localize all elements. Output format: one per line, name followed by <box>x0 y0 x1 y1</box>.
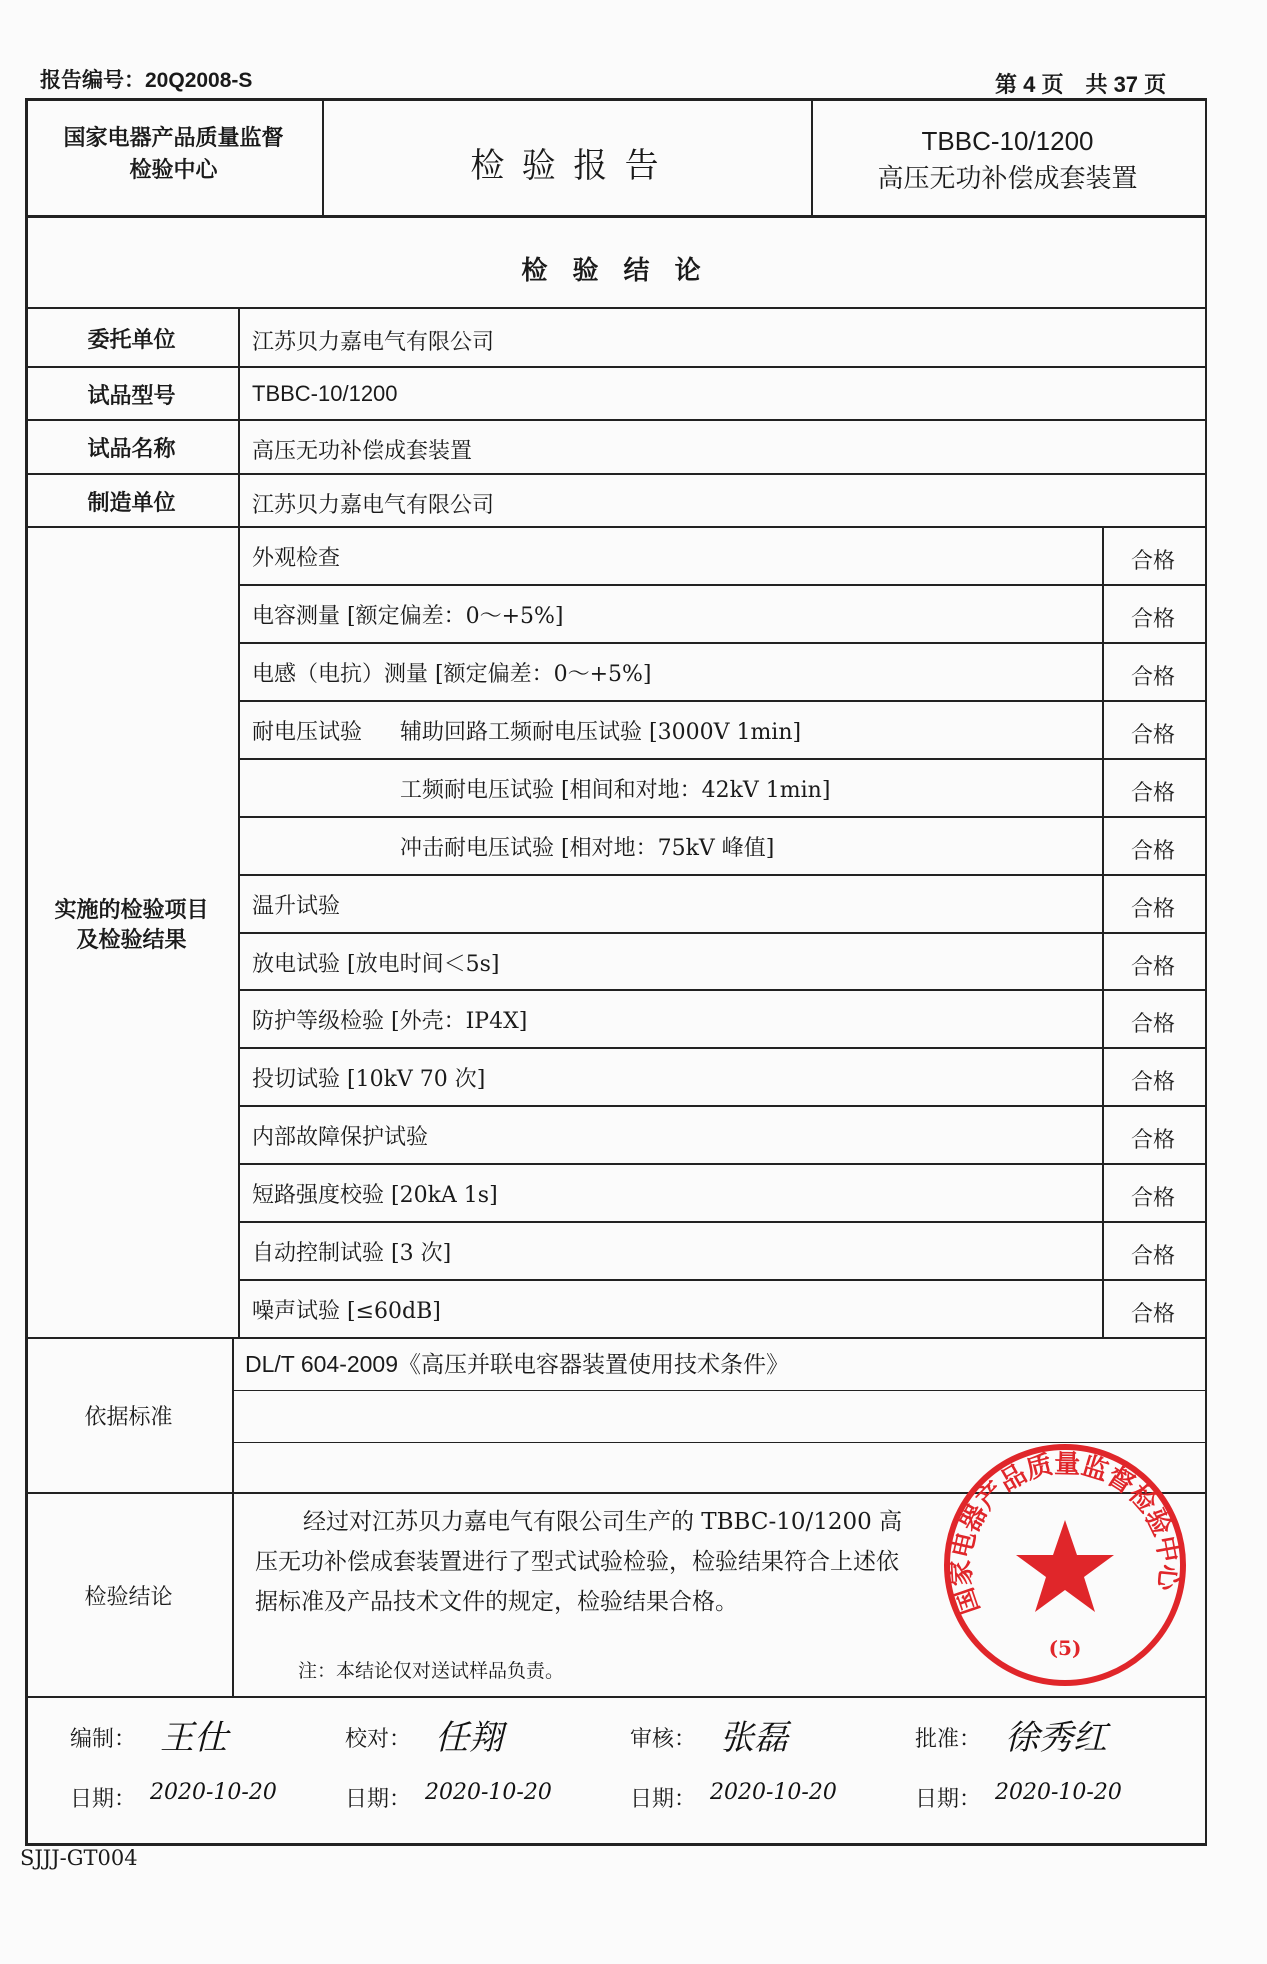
item-result: 合格 <box>1130 896 1175 922</box>
divider <box>25 366 1205 368</box>
item-result: 合格 <box>1130 664 1175 690</box>
conclusion-note: 注：本结论仅对送试样品负责。 <box>298 1660 565 1682</box>
divider <box>238 1221 1205 1223</box>
divider <box>238 1105 1205 1107</box>
item-group-label: 耐电压试验 <box>252 719 363 745</box>
seal-star-icon <box>1016 1520 1114 1612</box>
date-label: 日期： <box>345 1787 412 1812</box>
item-result: 合格 <box>1130 780 1175 806</box>
item-result: 合格 <box>1130 549 1175 574</box>
item-name: 温升试验 <box>252 893 341 919</box>
divider <box>238 1163 1205 1165</box>
divider <box>25 215 1205 218</box>
signature-date: 2020-10-20 <box>710 1780 837 1805</box>
item-result: 合格 <box>1130 1302 1175 1328</box>
header-model: TBBC-10/1200 <box>921 126 1094 156</box>
divider <box>25 526 1205 528</box>
divider <box>238 642 1205 644</box>
item-name: 冲击耐电压试验 [相对地：75kV 峰值] <box>400 835 775 861</box>
divider <box>238 758 1205 760</box>
date-label: 日期： <box>915 1787 982 1812</box>
info-label: 试品型号 <box>87 382 176 409</box>
info-value: 江苏贝力嘉电气有限公司 <box>252 492 495 518</box>
signature-role: 校对： <box>345 1727 412 1752</box>
divider <box>238 1279 1205 1281</box>
divider <box>238 874 1205 876</box>
conclusion-label: 检验结论 <box>84 1585 173 1610</box>
divider <box>232 1390 1205 1391</box>
signature-date: 2020-10-20 <box>150 1780 277 1805</box>
date-label: 日期： <box>70 1787 137 1812</box>
signature-role: 批准： <box>915 1727 982 1752</box>
official-seal <box>940 1440 1190 1690</box>
signature-role: 编制： <box>70 1727 137 1752</box>
items-label <box>25 895 238 955</box>
date-label: 日期： <box>630 1787 697 1812</box>
divider <box>25 307 1205 309</box>
doc-title: 检 验 报 告 <box>470 147 663 185</box>
signature-date: 2020-10-20 <box>425 1780 552 1805</box>
signature: 张磊 <box>720 1718 788 1758</box>
info-value: 高压无功补偿成套装置 <box>252 439 473 464</box>
item-name: 投切试验 [10kV 70 次] <box>252 1067 486 1093</box>
item-result: 合格 <box>1130 1128 1175 1154</box>
seal-text: 国家电器产品质量监督检验中心 <box>946 1449 1184 1618</box>
item-result: 合格 <box>1130 606 1175 632</box>
items-label-line2: 及检验结果 <box>76 927 187 953</box>
report-number: 报告编号：20Q2008-S <box>40 69 253 92</box>
item-result: 合格 <box>1130 722 1175 748</box>
divider <box>238 816 1205 818</box>
item-name: 电感（电抗）测量 [额定偏差：0～+5%] <box>252 661 652 687</box>
divider <box>25 473 1205 475</box>
item-name: 辅助回路工频耐电压试验 [3000V 1min] <box>400 719 802 745</box>
org-line-1: 国家电器产品质量监督 <box>63 125 284 150</box>
signature: 王仕 <box>160 1718 228 1758</box>
item-name: 工频耐电压试验 [相间和对地：42kV 1min] <box>400 777 831 803</box>
info-value: 江苏贝力嘉电气有限公司 <box>252 329 495 355</box>
item-result: 合格 <box>1130 838 1175 864</box>
standard-label: 依据标准 <box>84 1405 173 1430</box>
item-result: 合格 <box>1130 1012 1175 1038</box>
info-label: 制造单位 <box>87 489 176 516</box>
item-result: 合格 <box>1130 1186 1175 1212</box>
item-name: 防护等级检验 [外壳：IP4X] <box>252 1009 528 1035</box>
item-name: 短路强度校验 [20kA 1s] <box>252 1183 498 1209</box>
divider <box>238 584 1205 586</box>
info-label: 委托单位 <box>87 326 176 353</box>
item-name: 外观检查 <box>252 546 341 571</box>
divider <box>238 700 1205 702</box>
item-name: 内部故障保护试验 <box>252 1125 429 1151</box>
form-code: SJJJ-GT004 <box>20 1846 138 1870</box>
info-label: 试品名称 <box>87 436 176 462</box>
standard-value: DL/T 604-2009《高压并联电容器装置使用技术条件》 <box>245 1351 790 1377</box>
info-value: TBBC-10/1200 <box>252 380 398 406</box>
org-line-2: 检验中心 <box>129 157 218 182</box>
page-info: 第 4 页 共 37 页 <box>995 72 1167 97</box>
conclusion-text: 经过对江苏贝力嘉电气有限公司生产的 TBBC-10/1200 高压无功补偿成套装置进行了型式试验检验，检验结果符合上述依据标准及产品技术文件的规定，检验结果合格。 <box>255 1509 903 1615</box>
signature-date: 2020-10-20 <box>995 1780 1122 1805</box>
divider <box>25 419 1205 421</box>
section-title: 检 验 结 论 <box>521 256 709 286</box>
product-header <box>811 122 1204 198</box>
item-result: 合格 <box>1130 1070 1175 1096</box>
divider <box>25 1696 1205 1698</box>
item-result: 合格 <box>1130 1244 1175 1270</box>
divider <box>238 1047 1205 1049</box>
divider <box>238 307 240 1337</box>
divider <box>25 1337 1205 1339</box>
signature: 任翔 <box>435 1718 503 1758</box>
items-label-line1: 实施的检验项目 <box>54 897 209 923</box>
org-name <box>25 122 322 186</box>
divider <box>238 932 1205 934</box>
item-name: 噪声试验 [≤60dB] <box>252 1299 441 1325</box>
signature-role: 审核： <box>630 1727 697 1752</box>
header-product: 高压无功补偿成套装置 <box>877 164 1138 194</box>
item-name: 自动控制试验 [3 次] <box>252 1241 452 1267</box>
item-name: 电容测量 [额定偏差：0～+5%] <box>252 603 564 629</box>
divider <box>238 989 1205 991</box>
item-result: 合格 <box>1130 954 1175 980</box>
seal-sub: (5) <box>1048 1636 1082 1660</box>
item-name: 放电试验 [放电时间＜5s] <box>252 951 500 977</box>
signature: 徐秀红 <box>1005 1718 1107 1758</box>
